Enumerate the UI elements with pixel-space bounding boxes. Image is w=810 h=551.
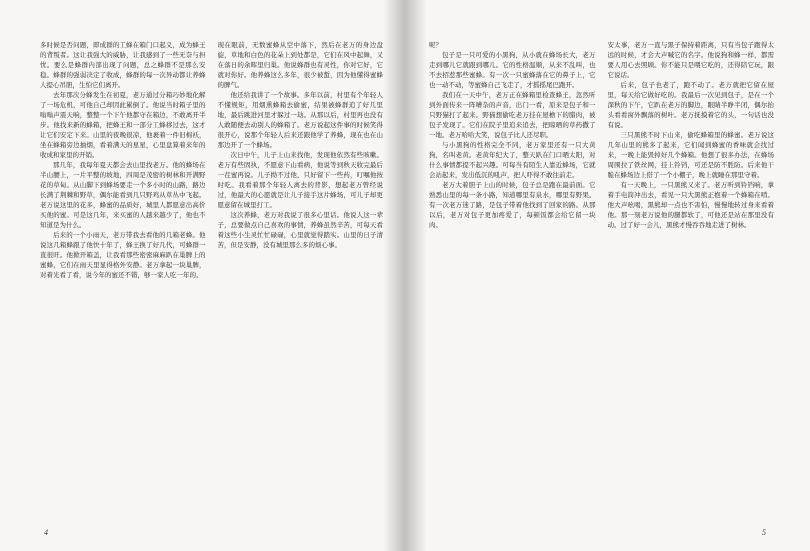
right-page-column-1 — [429, 40, 596, 510]
paragraph: 后来，包子也老了，跑不动了。老万就把它留在屋里，每天给它做好吃的。我最后一次见到包子，是在一个深秋的下午，它趴在老万的脚边，眼睛半睁半闭，偶尔抬头看看窗外飘落的树叶。老万抚摸着它的头，一句话也没有说。 — [607, 81, 774, 129]
paragraph: 有一天晚上，一只黑熊又来了。老万听到铃铛响，拿着手电筒冲出去，看见一只大黑熊正抱着一个蜂箱在啃。他大声吆喝，黑熊却一点也不害怕，慢慢地转过身来看着他。那一刻老万说他的腿都软了，可他还是站在那里没有动。过了好一会儿，黑熊才慢吞吞地走进了树林。 — [607, 181, 774, 229]
paragraph: 这次养蜂，老万对我说了很多心里话。他说人这一辈子，总要做点自己喜欢的事情，养蜂虽然辛苦，可每天看着这些小生灵忙忙碌碌，心里就觉得踏实。山里的日子清苦，但是安静，没有城里那么多的烦心事。 — [217, 211, 383, 249]
binding-shadow — [405, 0, 427, 551]
paragraph: 呢？ — [429, 41, 442, 49]
right-page-column-2 — [608, 40, 775, 510]
page-number: 5 — [762, 528, 766, 537]
paragraph: 去年那次分蜂发生在初夏，老万通过分箱巧妙地化解了一场危机，可他自己却因此累倒了。他说当时箱子里的嗡嗡声震天响，整整一个下午他都守在箱边，不敢离开半步。他找来新的蜂箱，把蜂王和一部分工蜂移过去，这才让它们安定下来。山里的夜晚很凉，他裹着一件旧棉袄，坐在蜂箱旁边抽烟，看着满天的星星，心里盘算着来年的收成和家里的开销。 — [40, 91, 206, 159]
left-page-columns — [40, 40, 383, 510]
right-page — [405, 0, 810, 551]
paragraph: 三只黑熊不时下山来，偷吃蜂箱里的蜂蜜。老万说这几年山里的熊多了起来，它们闻到蜂蜜的香味就会找过来，一晚上能毁掉好几个蜂箱。他想了很多办法，在蜂场周围拉了铁丝网，挂上铃铛，可还是防不胜防。后来他干脆在蜂场边上搭了一个小棚子，晚上就睡在那里守着。 — [607, 131, 774, 179]
paragraph: 多时候是否问题，即成群的工蜂在箱门口起义，成为蜂王的背叛者。这让我强大的威胁，让我感到了一些无奈与担忧。要么是蜂群内部出现了问题，总之蜂群不是那么安稳。蜂群的强弱决定了收成，蜂群的每一次异动都让养蜂人提心吊胆，生怕它们离开。 — [40, 41, 206, 89]
paragraph: 他还给我讲了一个故事。多年以前，村里有个年轻人不懂规矩，用烟熏蜂箱去偷蜜，结果被蜂群追了好几里地，最后跳进河里才躲过一劫。从那以后，村里再也没有人敢随便去动别人的蜂箱了。老万说起这件事的时候笑得很开心，说那个年轻人后来还跟他学了养蜂，现在也在山那边开了一个蜂场。 — [217, 91, 383, 149]
page-number: 4 — [44, 528, 48, 537]
paragraph: 包子是一只可爱的小黑狗，从小就在蜂场长大，老万走到哪儿它就跟到哪儿。它的性格温顺，从来不乱叫，也不去招惹那些蜜蜂。有一次一只蜜蜂落在它的鼻子上，它也一动不动，等蜜蜂自己飞走了，才摇摇尾巴跑开。 — [429, 51, 596, 89]
paragraph: 老万大着胆子上山的时候，包子总是跑在最前面。它熟悉山里的每一条小路，知道哪里有泉水，哪里有野果。有一次老万迷了路，是包子带着他找到了回家的路。从那以后，老万对包子更加疼爱了，每顿饭都会给它留一块肉。 — [429, 181, 596, 229]
left-page-column-1 — [40, 40, 206, 510]
paragraph: 次日中午，儿子上山来找他，发现他依然有些咳嗽。老万有些固执，不愿意下山看病，他说等到秋天收完最后一茬蜜再说。儿子拗不过他，只好留下一些药，叮嘱他按时吃。我看着那个年轻人离去的背影，想起老万曾经说过，他最大的心愿就是让儿子接手这片蜂场，可儿子却更愿意留在城里打工。 — [217, 151, 383, 209]
paragraph: 与小黑狗的性格完全不同，老万家里还有一只大黄狗，名叫老黄。老黄年纪大了，整天趴在门口晒太阳，对什么事情都提不起兴趣。可每当有陌生人靠近蜂场，它就会站起来，发出低沉的吼声，把人吓得不敢往前走。 — [429, 141, 596, 179]
paragraph: 安太事，老万一直与黑子保持着距离，只有当包子跑得太远的时候，才会大声喊它的名字。他说狗和蜂一样，都需要人用心去照顾。你不能只是喂它吃的，还得陪它玩，跟它说话。 — [607, 41, 774, 79]
paragraph: 现在眼前，无数蜜蜂从空中落下，然后在老万的身边盘旋，草地和白色的花朵上到处都是，它们在风中起舞，又在落日的余晖里归巢。他说蜂群也有灵性，你对它好，它就对你好。他养蜂这么多年，很少被蜇，因为他懂得蜜蜂的脾气。 — [217, 41, 383, 89]
paragraph: 我们在一天中午，老万正在蜂箱里检查蜂王，忽然听到外面传来一阵嘈杂的声音，出门一看，原来是包子和一只野猫打了起来。野猫想偷吃老万挂在屋檐下的腊肉，被包子发现了。它们在院子里追来追去，把晾晒的草药撒了一地。老万哈哈大笑，说包子比人还尽职。 — [429, 91, 596, 139]
paragraph: 那几年，我每年夏天都会去山里找老万。他的蜂场在半山腰上，一片平整的坡地，四周是茂密的树林和开满野花的草甸。从山脚下到蜂场要走一个多小时的山路，路边长满了荆棘和野草，偶尔能看到几只野鸡从草丛中飞起。老万说这里的花多，蜂蜜的品质好，城里人都愿意出高价买他的蜜。可是这几年，来买蜜的人越来越少了，他也不知道是为什么。 — [40, 161, 206, 229]
left-page-column-2 — [218, 40, 384, 510]
right-page-columns — [429, 40, 774, 510]
binding-shadow — [383, 0, 405, 551]
paragraph: 后来的一个小雨天，老万带我去看他的几箱老蜂。他说这几箱蜂跟了他快十年了，蜂王换了好几代，可蜂群一直很旺。他掀开箱盖，让我看那些密密麻麻趴在巢脾上的蜜蜂，它们在雨天里显得格外安静。老万拿起一块巢脾，对着光看了看，说今年的蜜还不错，够一家人吃一年的。 — [40, 231, 206, 279]
